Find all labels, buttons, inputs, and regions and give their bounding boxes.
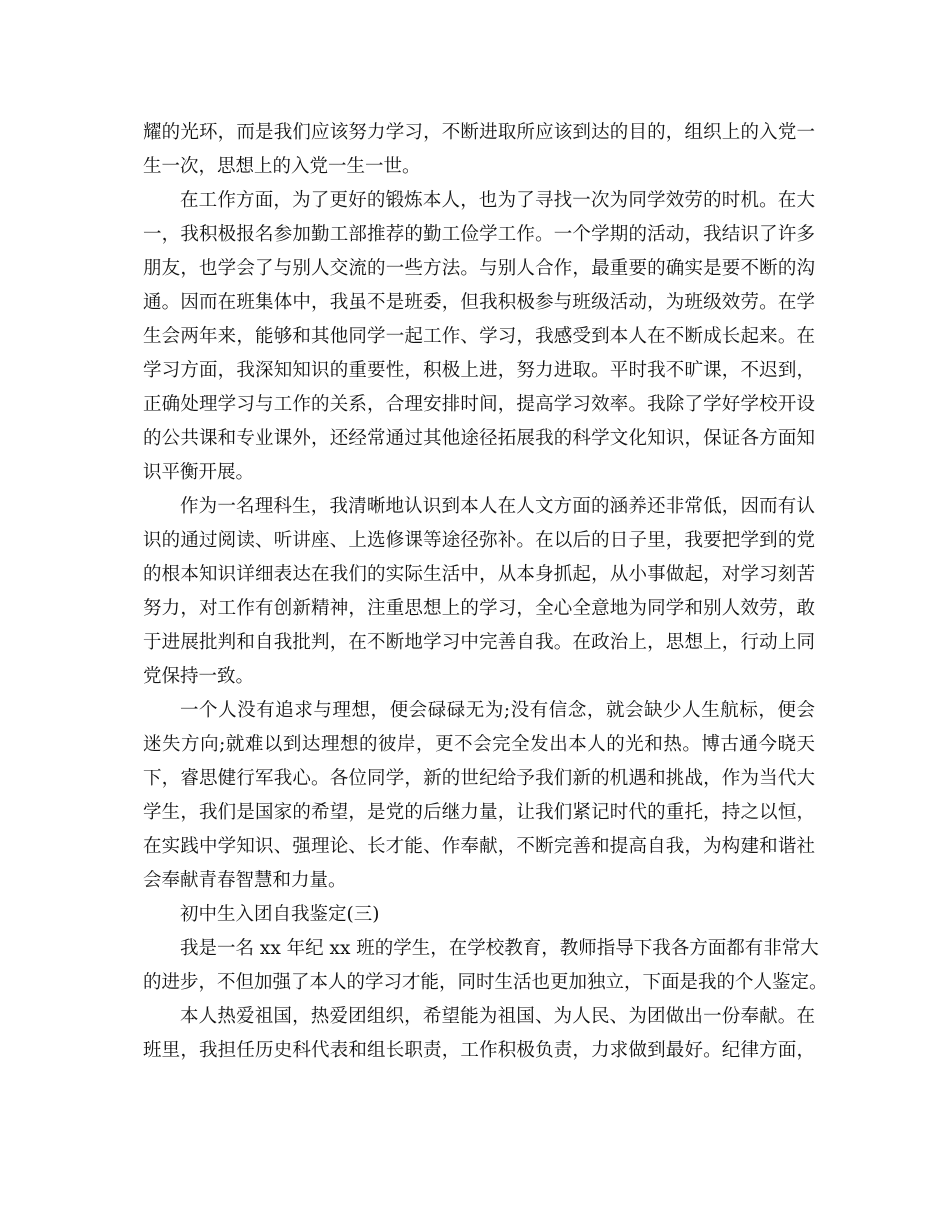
text-line: 一，我积极报名参加勤工部推荐的勤工俭学工作。一个学期的活动，我结识了许多: [143, 224, 815, 245]
text-line: 班里，我担任历史科代表和组长职责，工作积极负责，力求做到最好。纪律方面，: [143, 1040, 815, 1061]
text-line: 的进步，不但加强了本人的学习才能，同时生活也更加独立，下面是我的个人鉴定。: [143, 972, 828, 993]
text-line: 迷失方向;就难以到达理想的彼岸，更不会完全发出本人的光和热。博古通今晓天: [143, 734, 815, 755]
text-line: 我是一名 xx 年纪 xx 班的学生，在学校教育，教师指导下我各方面都有非常大: [180, 938, 819, 959]
text-line: 正确处理学习与工作的关系，合理安排时间，提高学习效率。我除了学好学校开设: [143, 394, 815, 415]
text-line: 一个人没有追求与理想，便会碌碌无为;没有信念，就会缺少人生航标，便会: [180, 700, 815, 721]
text-line: 党保持一致。: [143, 666, 255, 687]
text-line: 朋友，也学会了与别人交流的一些方法。与别人合作，最重要的确实是要不断的沟: [143, 258, 815, 279]
text-line: 耀的光环，而是我们应该努力学习，不断进取所应该到达的目的，组织上的入党一: [143, 122, 815, 143]
text-line: 下，睿思健行军我心。各位同学，新的世纪给予我们新的机遇和挑战，作为当代大: [143, 768, 815, 789]
text-line: 努力，对工作有创新精神，注重思想上的学习，全心全意地为同学和别人效劳，敢: [143, 598, 815, 619]
text-line: 的根本知识详细表达在我们的实际生活中，从本身抓起，从小事做起，对学习刻苦: [143, 564, 815, 585]
text-line: 识平衡开展。: [143, 462, 255, 483]
text-line: 于进展批判和自我批判，在不断地学习中完善自我。在政治上，思想上，行动上同: [143, 632, 815, 653]
text-line: 在实践中学知识、强理论、长才能、作奉献，不断完善和提高自我，为构建和谐社: [143, 836, 815, 857]
text-line: 作为一名理科生，我清晰地认识到本人在人文方面的涵养还非常低，因而有认: [180, 496, 815, 517]
text-line: 学生，我们是国家的希望，是党的后继力量，让我们紧记时代的重托，持之以恒，: [143, 802, 815, 823]
text-line: 会奉献青春智慧和力量。: [143, 870, 347, 891]
text-line: 本人热爱祖国，热爱团组织，希望能为祖国、为人民、为团做出一份奉献。在: [180, 1006, 815, 1027]
document-body: [143, 116, 828, 1068]
text-line: 生会两年来，能够和其他同学一起工作、学习，我感受到本人在不断成长起来。在: [143, 326, 815, 347]
text-line: 在工作方面，为了更好的锻炼本人，也为了寻找一次为同学效劳的时机。在大: [180, 190, 815, 211]
text-line: 生一次，思想上的入党一生一世。: [143, 156, 421, 177]
text-line: 学习方面，我深知知识的重要性，积极上进，努力进取。平时我不旷课，不迟到，: [143, 360, 815, 381]
text-line: 识的通过阅读、听讲座、上选修课等途径弥补。在以后的日子里，我要把学到的党: [143, 530, 815, 551]
text-line: 通。因而在班集体中，我虽不是班委，但我积极参与班级活动，为班级效劳。在学: [143, 292, 815, 313]
text-line: 初中生入团自我鉴定(三): [180, 904, 380, 925]
text-line: 的公共课和专业课外，还经常通过其他途径拓展我的科学文化知识，保证各方面知: [143, 428, 815, 449]
